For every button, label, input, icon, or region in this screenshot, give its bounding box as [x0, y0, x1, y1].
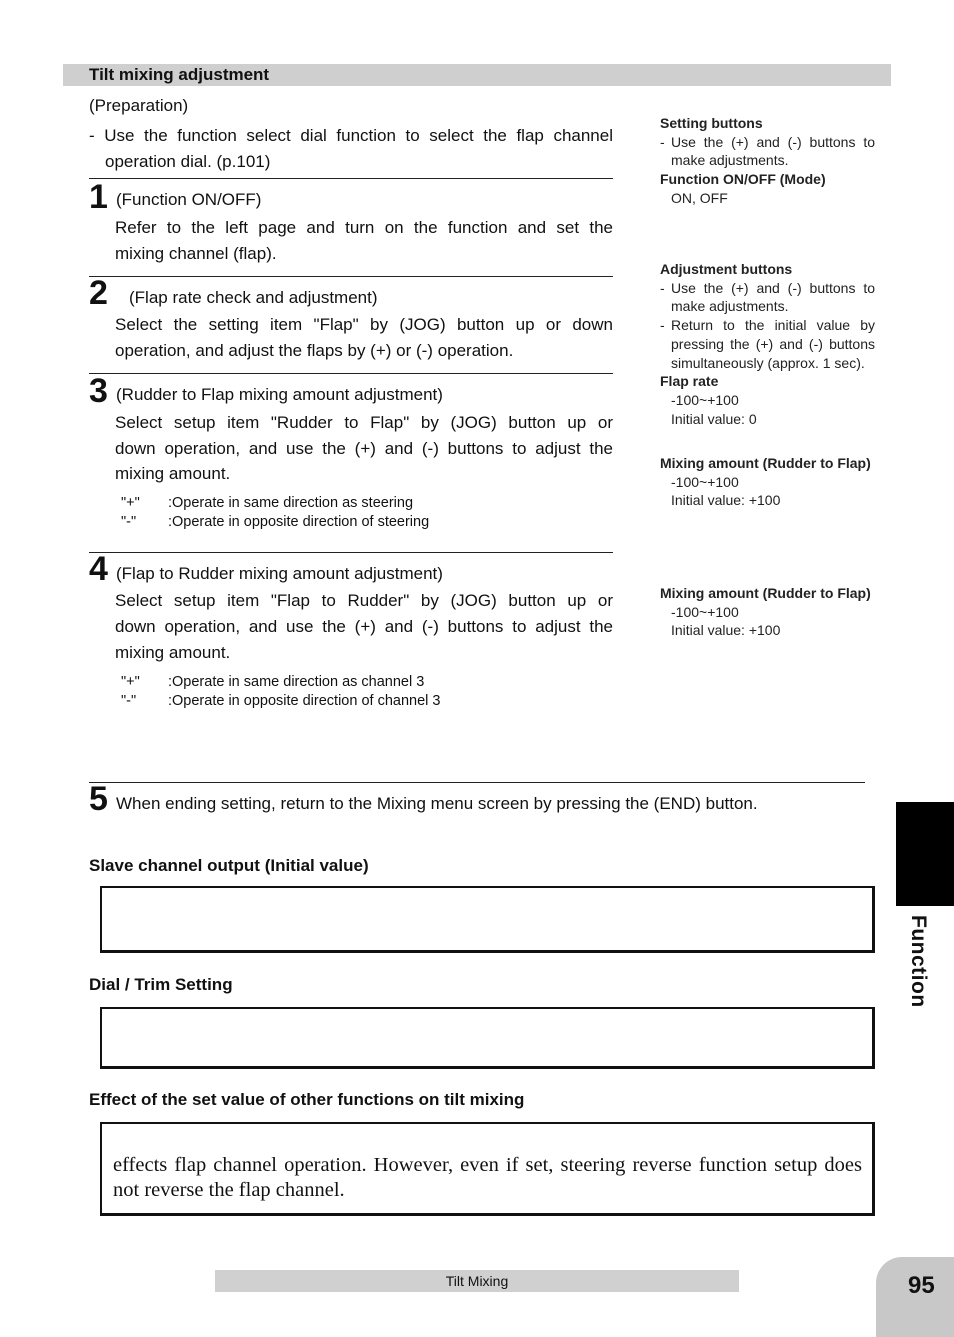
- note-sign: "-": [121, 693, 137, 709]
- step-3-divider: [89, 373, 613, 374]
- note-row: [121, 513, 429, 532]
- dial-trim-heading: Dial / Trim Setting: [89, 975, 233, 994]
- step-3-notes: [121, 494, 429, 532]
- step-4-number: 4: [89, 550, 108, 588]
- sidebar-heading: Mixing amount (Rudder to Flap): [660, 455, 871, 471]
- dial-trim-box: [100, 1007, 875, 1069]
- sidebar-value: Initial value: +100: [671, 622, 781, 639]
- step-5-number: 5: [89, 780, 108, 818]
- note-row: [121, 692, 440, 711]
- side-tab: [896, 802, 954, 906]
- sidebar-heading: Mixing amount (Rudder to Flap): [660, 585, 871, 601]
- sidebar-value: -100~+100: [671, 603, 739, 620]
- sidebar-value: -100~+100: [671, 473, 739, 490]
- sidebar-bullet: - Use the (+) and (-) buttons to make adjustments.: [660, 133, 875, 169]
- step-5-divider: [89, 782, 865, 783]
- section-title: Tilt mixing adjustment: [89, 65, 270, 84]
- preparation-line-1: - Use the function select dial function to select the flap channel: [89, 126, 613, 145]
- preparation-heading: (Preparation): [89, 96, 189, 115]
- sidebar-value: -100~+100: [671, 391, 739, 408]
- note-text: :Operate in same direction as channel 3: [168, 674, 425, 690]
- note-text: :Operate in opposite direction of channel 3: [168, 693, 441, 709]
- sidebar-value: Initial value: 0: [671, 410, 757, 427]
- step-2-divider: [89, 276, 613, 277]
- slave-output-heading: Slave channel output (Initial value): [89, 856, 369, 875]
- step-1-line-1: Refer to the left page and turn on the function and set the: [115, 218, 613, 237]
- step-2-line-1: Select the setting item "Flap" by (JOG) button up or down: [115, 315, 613, 334]
- step-4-heading: (Flap to Rudder mixing amount adjustment): [116, 564, 443, 583]
- sidebar-adjustment-buttons: [660, 260, 875, 428]
- sidebar-value: ON, OFF: [671, 189, 728, 206]
- note-sign: "+": [121, 674, 140, 690]
- page-number: 95: [908, 1272, 935, 1299]
- step-3-line-3: mixing amount.: [115, 464, 231, 483]
- note-text: :Operate in same direction as steering: [168, 495, 414, 511]
- step-4-line-1: Select setup item "Flap to Rudder" by (JOG) button up or: [115, 591, 613, 610]
- sidebar-heading: Flap rate: [660, 373, 719, 390]
- sidebar-value: Initial value: +100: [671, 492, 781, 509]
- step-4-line-2: down operation, and use the (+) and (-) buttons to adjust the: [115, 617, 613, 636]
- step-3-number: 3: [89, 372, 108, 410]
- sidebar-heading: Setting buttons: [660, 115, 763, 131]
- step-1-divider: [89, 178, 613, 179]
- step-3-line-1: Select setup item "Rudder to Flap" by (JOG) button up or: [115, 413, 613, 432]
- step-5-text: When ending setting, return to the Mixing menu screen by pressing the (END) button.: [116, 794, 758, 813]
- effect-heading: Effect of the set value of other functions on tilt mixing: [89, 1090, 525, 1109]
- step-4-notes: [121, 673, 440, 711]
- step-2-number: 2: [89, 274, 108, 312]
- sidebar-mix-rudder-flap-1: [660, 454, 900, 510]
- note-text: :Operate in opposite direction of steering: [168, 514, 430, 530]
- footer-label: Tilt Mixing: [445, 1273, 509, 1289]
- side-tab-label: Function: [907, 915, 930, 1008]
- step-4-line-3: mixing amount.: [115, 643, 231, 662]
- step-4-divider: [89, 552, 613, 553]
- preparation-line-2: operation dial. (p.101): [105, 152, 271, 171]
- step-2-heading: (Flap rate check and adjustment): [129, 288, 378, 307]
- step-1-number: 1: [89, 178, 108, 216]
- step-3-heading: (Rudder to Flap mixing amount adjustment): [116, 385, 443, 404]
- note-row: [121, 494, 429, 513]
- effect-text: effects flap channel operation. However, even if set, steering reverse function setup does not reverse the flap channel.: [113, 1154, 862, 1201]
- sidebar-mix-rudder-flap-2: [660, 584, 900, 640]
- step-1-heading: (Function ON/OFF): [116, 190, 262, 209]
- note-sign: "-": [121, 514, 137, 530]
- note-row: [121, 673, 440, 692]
- sidebar-heading: Adjustment buttons: [660, 261, 793, 277]
- sidebar-heading: Function ON/OFF (Mode): [660, 171, 826, 188]
- sidebar-bullet: - Return to the initial value by pressing the (+) and (-) buttons simultaneously (approx. 1 sec).: [660, 317, 875, 371]
- step-3-line-2: down operation, and use the (+) and (-) buttons to adjust the: [115, 439, 613, 458]
- sidebar-setting-buttons: [660, 114, 875, 208]
- step-1-line-2: mixing channel (flap).: [115, 244, 277, 263]
- step-2-line-2: operation, and adjust the flaps by (+) or (-) operation.: [115, 341, 514, 360]
- sidebar-bullet: - Use the (+) and (-) buttons to make adjustments.: [660, 279, 875, 315]
- slave-output-box: [100, 886, 875, 953]
- note-sign: "+": [121, 495, 140, 511]
